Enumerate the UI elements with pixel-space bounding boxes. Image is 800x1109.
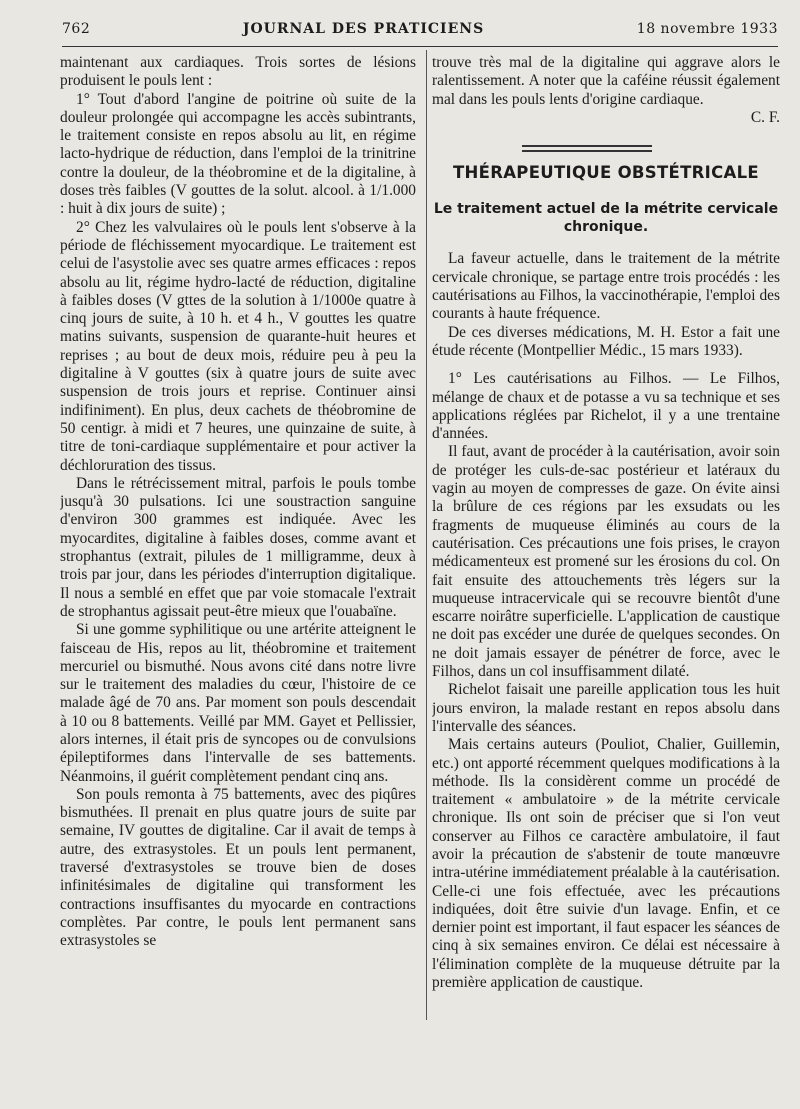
- left-paragraph: Son pouls remonta à 75 battements, avec des piqûres bismuthées. Il prenait en plus quatre jours de suite par semaine, IV gouttes de digitaline. Car il avait de temps à autre, des extrasystoles. Et un pouls lent permanent, traversé d'extrasystoles se trouve bien de doses infinitésimales de digitaline qui transforment les contractions insuffisantes du myocarde en contractions complètes. Par contre, le pouls lent permanent sans extrasystoles se: [60, 785, 416, 950]
- left-paragraph: 2° Chez les valvulaires où le pouls lent s'observe à la période de fléchissement myocardique. Le traitement est celui de l'asystolie avec ses quatre armes efficaces : repos absolu au lit, régime hydro-lacté de réduction, digitaline à faibles doses (V gttes de la solution à 1/1000e quatre à cinq jours de suite, à 10 h. et 4 h., V gouttes les quatre matins suivants, suspension de quarante-huit heures et reprises ; au bout de deux mois, réduire peu à peu la digitaline à V gouttes (six à quatre jours de suite avec suspension de trois jours et reprise. Continuer ainsi indifiniment). En plus, deux cachets de théobromine de 50 centigr. à midi et 7 heures, une quinzaine de suite, à titre de toni-cardiaque supplémentaire et pour activer la déchloruration des tissus.: [60, 218, 416, 474]
- section-title: THÉRAPEUTIQUE OBSTÉTRICALE: [453, 163, 759, 183]
- left-paragraph: 1° Tout d'abord l'angine de poitrine où suite de la douleur prolongée qui accompagne les accès subintrants, le traitement consiste en repos absolu au lit, en régime lacto-hydrique de réduction, dans l'emploi de la trinitrine contre la douleur, de la théobromine et de la digitaline, à doses très faibles (V gouttes de la solut. alcool. à 1/1.000 : huit à dix jours de suite) ;: [60, 90, 416, 218]
- left-column: [60, 54, 416, 1020]
- continuation-paragraph: trouve très mal de la digitaline qui aggrave alors le ralentissement. A noter que la caféine réussit également mal dans les pouls lents d'origine cardiaque.: [432, 54, 780, 108]
- paragraph-spacer: [432, 360, 780, 370]
- column-divider: [426, 50, 427, 1020]
- right-paragraph: La faveur actuelle, dans le traitement de la métrite cervicale chronique, se partage entre trois procédés : les cautérisations au Filhos, la vaccinothérapie, l'emploi des courants à haute fréquence.: [432, 250, 780, 323]
- running-header: [62, 12, 778, 47]
- article-title: Le traitement actuel de la métrite cervicale chronique.: [433, 201, 779, 236]
- left-paragraph: Dans le rétrécissement mitral, parfois le pouls tombe jusqu'à 30 pulsations. Ici une soustraction sanguine d'environ 300 grammes est indiquée. Avec les myocardites, digitaline à faibles doses, comme avant et strophantus (extrait, pilules de 1 milligramme, deux à trois par jour, dans les périodes d'interruption digitalique. Il nous a semblé en effet que par voie stomacale l'extrait de strophantus agissait peut-être mieux que l'ouabaïne.: [60, 474, 416, 620]
- right-paragraph: Il faut, avant de procéder à la cautérisation, avoir soin de protéger les culs-de-sac postérieur et latéraux du vagin au moyen de compresses de gaze. On évite ainsi la brûlure de ces régions par les exsudats ou les fragments de muqueuse éliminés au cours de la cautérisation. Ces précautions une fois prises, le crayon médicamenteux est promené sur les érosions du col. On fait ensuite des attouchements très légers sur la muqueuse intracervicale qui se recouvre bientôt d'une escarre noirâtre superficielle. L'application de caustique ne doit pas excéder une durée de quelques secondes. On ne doit jamais essayer de pénétrer de force, avec le Filhos, dans un col insuffisamment dilaté.: [432, 443, 780, 681]
- author-signature: C. F.: [750, 108, 780, 126]
- journal-title: JOURNAL DES PRATICIENS: [242, 21, 485, 37]
- double-rule-divider: [522, 145, 652, 152]
- right-column: [432, 54, 780, 1020]
- issue-date: 18 novembre 1933: [636, 21, 778, 37]
- right-paragraph: 1° Les cautérisations au Filhos. — Le Filhos, mélange de chaux et de potasse a vu sa technique et ses applications réglées par Richelot, il y a une trentaine d'années.: [432, 370, 780, 443]
- left-paragraph: Si une gomme syphilitique ou une artérite atteignent le faisceau de His, repos au lit, théobromine et traitement mercuriel ou bismuthé. Nous avons cité dans notre livre sur le traitement des maladies du cœur, l'histoire de ce malade âgé de 70 ans. Par moment son pouls descendait à 10 ou 8 battements. Veillé par MM. Gayet et Pellissier, alors internes, il était pris de syncopes ou de convulsions épileptiformes dans l'intervalle de ses battements. Néanmoins, il guérit complètement pendant cinq ans.: [60, 621, 416, 785]
- right-paragraph: De ces diverses médications, M. H. Estor a fait une étude récente (Montpellier Médic., 15 mars 1933).: [432, 323, 780, 359]
- right-paragraph: Richelot faisait une pareille application tous les huit jours environ, la malade restant en repos absolu dans l'intervalle des séances.: [432, 681, 780, 735]
- page-number: 762: [62, 21, 91, 37]
- left-paragraph: maintenant aux cardiaques. Trois sortes de lésions produisent le pouls lent :: [60, 54, 416, 90]
- right-paragraph: Mais certains auteurs (Pouliot, Chalier, Guillemin, etc.) ont apporté récemment quelques modifications à la méthode. Ils la considèrent comme un procédé de traitement « ambulatoire » de la métrite cervicale chronique. Ils ont soin de préciser que si l'on veut conserver au Filhos ce caractère ambulatoire, il faut avoir la précaution de s'abstenir de toute manœuvre intra-utérine immédiatement préalable à la cautérisation. Celle-ci une fois effectuée, avec les précautions indiquées, doit être suivie d'un lavage. Enfin, et ce dernier point est important, il faut espacer les séances de cinq à six semaines environ. Ce délai est nécessaire à l'élimination complète de la muqueuse détruite par la première application de caustique.: [432, 736, 780, 992]
